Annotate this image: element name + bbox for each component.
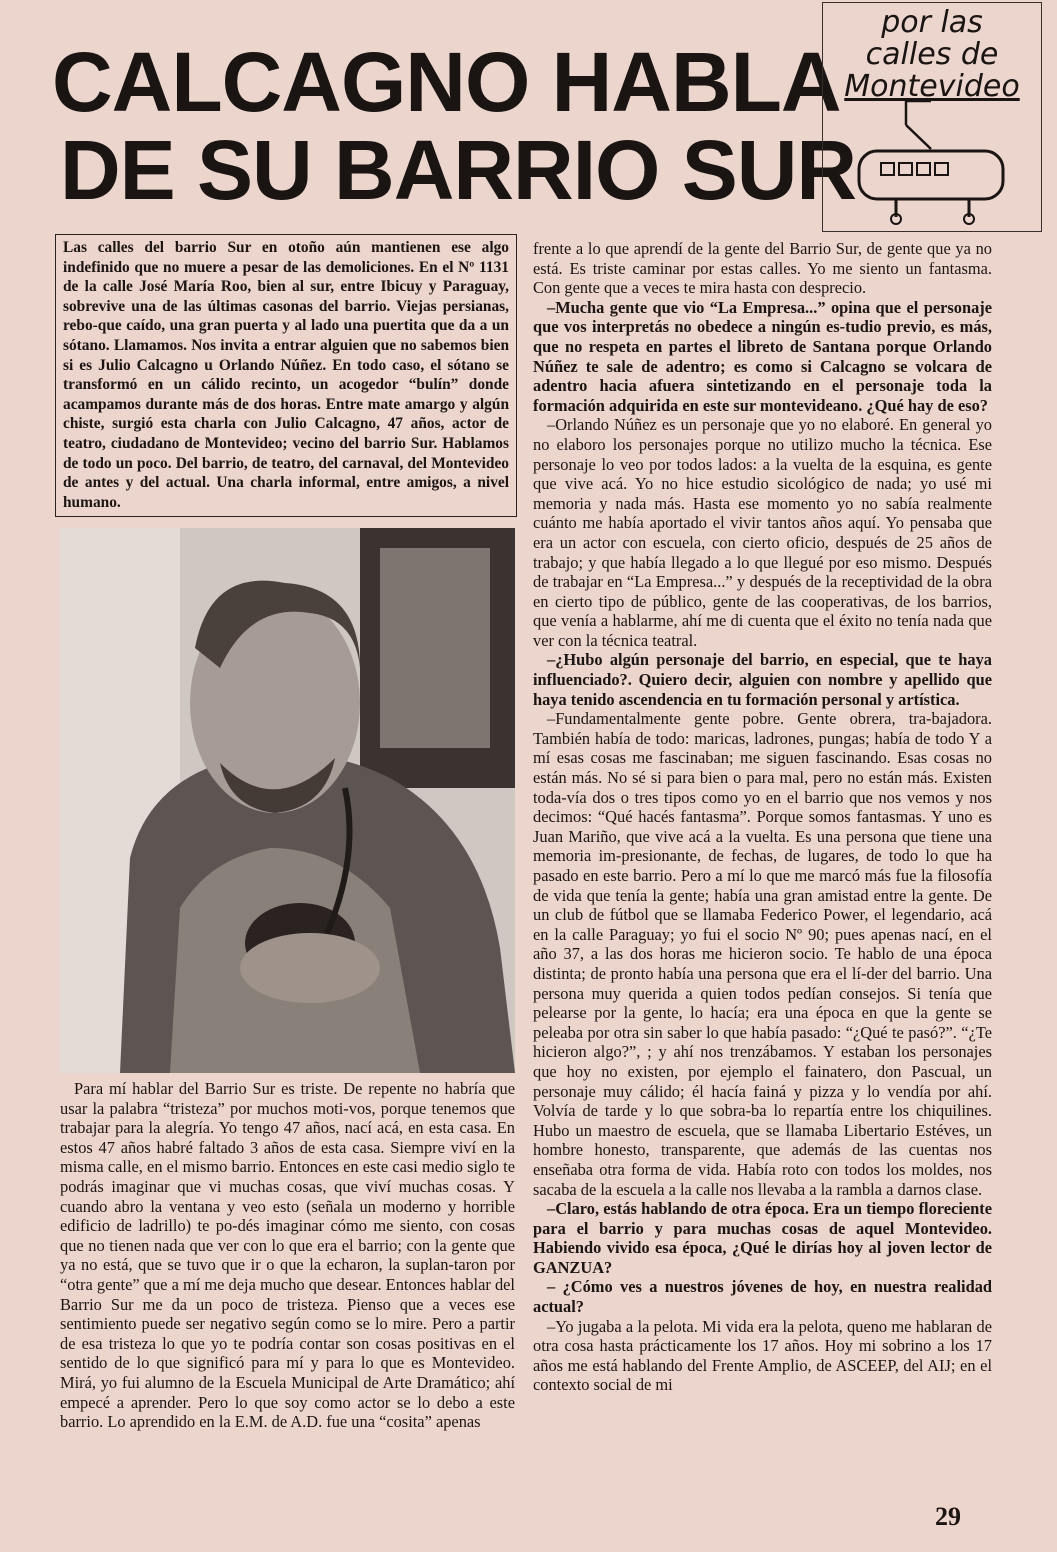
article-title xyxy=(52,35,857,217)
question-4: – ¿Cómo ves a nuestros jóvenes de hoy, en nuestra realidad actual? xyxy=(533,1277,992,1317)
section-stamp-line-3: Montevideo xyxy=(844,69,1020,104)
paragraph-right-4: –Yo jugaba a la pelota. Mi vida era la pelota, queno me hablaran de otra cosa hasta prácticamente los 17 años. Hoy mi sobrino a los 17 años me está hablando del Frente Amplio, de ASCEEP, del AIJ; en el contexto social de mi xyxy=(533,1316,992,1395)
question-2: –¿Hubo algún personaje del barrio, en especial, que te haya influenciado?. Quiero decir, alguien con nombre y apellido que haya tenido ascendencia en tu formación personal y artística. xyxy=(533,650,992,709)
question-3: –Claro, estás hablando de otra época. Era un tiempo floreciente para el barrio y para muchas cosas de aquel Montevideo. Habiendo vivido esa época, ¿Qué le dirías hoy al joven lector de GANZUA? xyxy=(533,1199,992,1277)
portrait-photo-illustration xyxy=(60,528,515,1073)
page-number: 29 xyxy=(935,1502,961,1531)
question-1: –Mucha gente que vio “La Empresa...” opina que el personaje que vos interpretás no obedece a ningún es-tudio previo, es más, que no respeta en partes el libreto de Santana porque Orlando Núñez te sale de adentro; es como si Calcagno se volcara de adentro hacia afuera sintetizando en el personaje toda la formación adquirida en este sur montevideano. ¿Qué hay de eso? xyxy=(533,297,992,415)
tram-icon xyxy=(851,99,1011,227)
paragraph-right-1: frente a lo que aprendí de la gente del Barrio Sur, de gente que ya no está. Es triste caminar por estas calles. Yo me siento un fantasma. Con gente que a veces te mira hasta con desprecio. xyxy=(533,239,992,298)
article-title-line-2: DE SU BARRIO SUR xyxy=(60,123,857,217)
paragraph-right-3: –Fundamentalmente gente pobre. Gente obrera, tra-bajadora. También había de todo: maricas, ladrones, pungas; había de todo Y a mí esas cosas me fascinaban; me siguen fascinando. Esas cosas no están más. No sé si para bien o para mal, pero no están más. Existen toda-vía dos o tres tipos como yo en el barrio que nos vemos y nos decimos: “Qué hacés fantasma”. Porque somos fantasmas. Y uno es Juan Mariño, que vive acá a la vuelta. Es una persona que tiene una memoria im-presionante, de fechas, de lugares, de todo lo que ha pasado en este barrio. Pero a mí lo que me marcó más fue la filosofía de vida que tenía la gente; había una gran amistad entre la gente. De un club de fútbol que se llamaba Federico Power, el legendario, acá en la calle Paraguay; yo fui el socio Nº 90; pues apenas nací, en el año 37, a las dos horas me hicieron socio. Te hablo de una época distinta; de pronto había una persona que era el lí-der del barrio. Una persona muy querida a quien todos pedían consejos. Si tenía que pelearse por la gente, lo hacía; era una época en que la gente se peleaba por otra sin saber lo que había pasado: “¿Qué te pasó?”. “¿Te hicieron algo?”, ; y ahí nos trenzábamos. Y estaban los personajes que hoy no existen, por ejemplo el fainatero, don Pascual, un personaje muy cálido; él hacía fainá y pizza y lo vendía por ahí. Volvía de tarde y lo que sobra-ba lo repartía entre los chiquilines. Hubo un maestro de escuela, que se llamaba Libertario Estéves, un hombre honesto, transparente, que además de las cuentas nos enseñaba otra forma de vida. Había roto con todos los moldes, nos sacaba de la escuela a la calle nos llevaba a la rambla a darnos clase. xyxy=(533,709,992,1199)
section-stamp-text xyxy=(829,7,1035,103)
section-stamp xyxy=(822,2,1042,232)
article-column-right xyxy=(533,239,992,1395)
paragraph-left-1: Para mí hablar del Barrio Sur es triste. De repente no habría que usar la palabra “tristeza” por muchos moti-vos, porque tenemos que trabajar para la alegría. Yo tengo 47 años, nací acá, en esta casa. En estos 47 años habré faltado 3 años de esta casa. Siempre viví en la misma calle, en el mismo barrio. Entonces en este casi medio siglo te podrás imaginar que vi muchas cosas, que viví muchas cosas. Y cuando abro la ventana y veo esto (señala un moderno y horrible edificio de ladrillo) te po-dés imaginar cómo me siento, con cosas que no tienen nada que ver con lo que era el barrio; con la gente que ya no está, que se tuvo que ir o que la echaron, la suplan-taron por “otra gente” que a mí me deja mucho que desear. Entonces hablar del Barrio Sur me da un poco de tristeza. Pienso que a veces ese sentimiento puede ser negativo según como se lo mire. Pero a partir de esa tristeza lo que yo te podría contar son cosas positivas en el sentido de lo que significó para mí y para lo que es Montevideo. Mirá, yo fui alumno de la Escuela Municipal de Arte Dramático; ahí empecé a aprender. Pero lo que soy como actor se lo debo a este barrio. Lo aprendido en la E.M. de A.D. fue una “cosita” apenas xyxy=(60,1079,515,1432)
section-stamp-line-2: calles de xyxy=(865,37,999,72)
article-column-left xyxy=(60,1079,515,1432)
article-title-line-1: CALCAGNO HABLA xyxy=(52,35,841,129)
section-stamp-line-1: por las xyxy=(881,5,983,40)
paragraph-right-2: –Orlando Núñez es un personaje que yo no elaboré. En general yo no elaboro los personajes porque no utilizo mucho la técnica. Ese personaje lo veo por todos lados: a la vuelta de la esquina, es gente que vive acá. Yo no hice estudio sicológico de nada; yo usé mi memoria y nada más. Hasta ese momento yo no sabía realmente cuánto me había aportado el vivir tantos años aquí. Yo pensaba que era un actor con escuela, con cierto oficio, después de 25 años de trabajo; y que había llegado a lo que llegué por eso mismo. Después de trabajar en “La Empresa...” y después de la receptividad de la obra en cierto tipo de público, gente de las cooperativas, de los barrios, que venía a hablarme, ahí me di cuenta que el éxito no tenía nada que ver con la técnica teatral. xyxy=(533,415,992,650)
article-intro: Las calles del barrio Sur en otoño aún mantienen ese algo indefinido que no muere a pesar de las demoliciones. En el Nº 1131 de la calle José María Roo, bien al sur, entre Ibicuy y Paraguay, sobrevive una de las últimas casonas del barrio. Viejas persianas, rebo-que caído, una gran puerta y al lado una puertita que da a un sótano. Llamamos. Nos invita a entrar alguien que no sabemos bien si es Julio Calcagno u Orlando Núñez. En todo caso, el sótano se transformó en un cálido recinto, un acogedor “bulín” donde acampamos durante más de dos horas. Entre mate amargo y algún chiste, surgió esta charla con Julio Calcagno, 47 años, actor de teatro, ciudadano de Montevideo; vecino del barrio Sur. Hablamos de todo un poco. Del barrio, de teatro, del carnaval, del Montevideo de antes y del actual. Una charla informal, entre amigos, a nivel humano. xyxy=(55,234,517,517)
portrait-photo xyxy=(60,528,515,1073)
